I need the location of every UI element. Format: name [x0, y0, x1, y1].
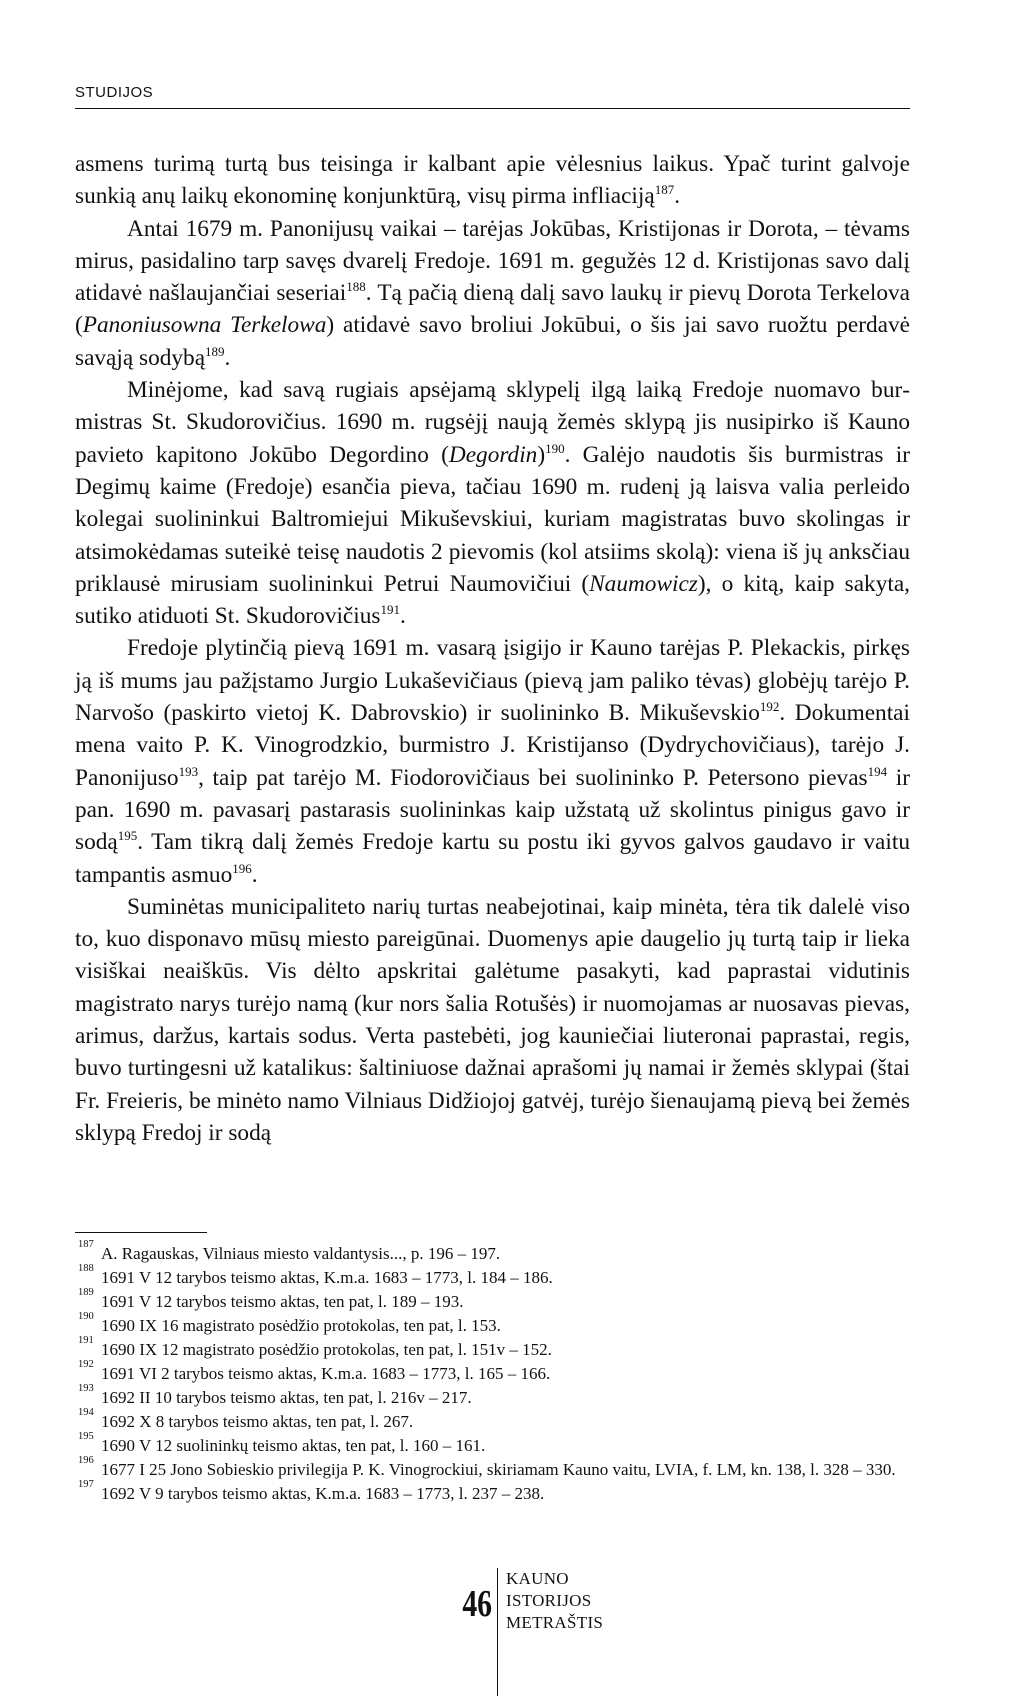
footnote-reference: 190 — [545, 440, 565, 456]
text-run: . Tam tikrą dalį žemės Fredoje kartu su postu iki gyvos galvos gaudavo ir vaitu tampantis asmuo — [75, 829, 910, 888]
page-number: 46 — [462, 1583, 492, 1625]
footnote — [78, 1431, 910, 1458]
running-head: STUDIJOS — [75, 84, 154, 101]
footnote-reference: 189 — [205, 343, 225, 359]
footnote-number: 193 — [78, 1383, 94, 1394]
footnote-reference: 187 — [654, 182, 675, 198]
footnote-reference: 192 — [759, 699, 780, 715]
footnotes — [78, 1239, 910, 1506]
footnote-text: 1691 VI 2 tarybos teismo aktas, K.m.a. 1683 – 1773, l. 165 – 166. — [101, 1364, 551, 1383]
italic-name: Naumowicz — [589, 570, 698, 597]
text-run: Suminėtas municipaliteto narių turtas neabejotinai, kaip minėta, tėra tik dalelė viso to, kuo disponavo mūsų miesto pareigūnai. Duomenys apie daugelio jų turtą taip ir lieka visiškai neaiškūs. Vis dėlto apskritai galėtume pasakyti, kad paprastai vidutinis magistrato narys turėjo namą (kur nors šalia Rotušės) ir nuomojamas ar nuosavas pievas, arimus, daržus, kartais sodus. Verta pastebėti, jog kauniečiai liuteronai paprastai, regis, buvo turtingesni už katalikus: šaltiniuose dažnai aprašomi jų namai ir žemės sklypai (štai Fr. Freieris, be minėto namo Vilniaus Didžiojoj gatvėj, turėjo šienaujamą pievą bei žemės sklypą Fredoj ir sodą — [75, 893, 910, 1146]
footnote-text: 1692 II 10 tarybos teismo aktas, ten pat, l. 216v – 217. — [101, 1388, 472, 1407]
footnote — [78, 1407, 910, 1434]
footnote-number: 188 — [78, 1263, 94, 1274]
footnote-reference: 196 — [232, 860, 252, 876]
text-run: . — [399, 603, 406, 630]
footnote — [78, 1287, 910, 1314]
footnote-number: 194 — [78, 1407, 94, 1418]
footnote-text: 1691 V 12 tarybos teismo aktas, K.m.a. 1683 – 1773, l. 184 – 186. — [101, 1268, 553, 1287]
text-run: ir pan. 1690 m. pavasarį pastarasis suolininkas kaip užstatą už skolintus pinigus gavo ir sodą — [75, 764, 910, 856]
paragraph-3 — [75, 374, 910, 632]
footnote-number: 190 — [78, 1311, 94, 1322]
journal-title-line: METRAŠTIS — [506, 1613, 604, 1632]
italic-name: Degordin — [448, 441, 538, 468]
footnote-number: 196 — [78, 1455, 94, 1466]
text-run: ) atidavė savo broliui Jokūbui, o šis jai savo ruožtu perdavė savąją sodybą — [75, 312, 910, 371]
footnote-reference: 188 — [346, 279, 366, 295]
text-run: . Dokumentai mena vaito P. K. Vinogrodzkio, burmistro J. Kristijanso (Dydrychovičiaus), tarėjo J. Panonijuso — [75, 700, 910, 791]
footnote-text: 1677 I 25 Jono Sobieskio privilegija P. K. Vinogrockiui, skiriamam Kauno vaitu, LVIA, f. LM, kn. 138, l. 328 – 330. — [101, 1460, 896, 1479]
text-run: ) — [537, 441, 546, 468]
paragraph-2 — [75, 213, 910, 374]
paragraph-1 — [75, 148, 910, 213]
footnote-number: 189 — [78, 1287, 94, 1298]
text-run: . — [251, 861, 258, 888]
footnote-reference: 195 — [117, 828, 138, 844]
footnote — [78, 1383, 910, 1410]
text-run: Minėjome, kad savą rugiais apsėjamą sklypelį ilgą laiką Fredoje nuomavo burmistras St. Skudorovičius. 1690 m. rugsėjį naują žemės sklypą jis nusipirko iš Kauno pavieto kapitono Jokūbo Degordino ( — [75, 377, 910, 468]
footnote-number: 197 — [78, 1479, 94, 1490]
footnote-text: 1690 IX 12 magistrato posėdžio protokolas, ten pat, l. 151v – 152. — [101, 1340, 552, 1359]
footnote — [78, 1455, 910, 1482]
paragraph-4 — [75, 632, 910, 890]
footnote — [78, 1335, 910, 1362]
footnote-number: 192 — [78, 1359, 94, 1370]
text-run: . Galėjo naudotis šis burmistras ir Degimų kaime (Fredoje) esančia pieva, tačiau 1690 m. rudenį ją laisva valia perleido kolegai suolininkui Baltromiejui Mikuševskiui, kuriam magistratas buvo skolingas ir atsimokėdamas suteikė teisę naudotis 2 pievomis (kol atsiims skolą): viena iš jų anksčiau priklausė mirusiam suolininkui Petrui Naumovičiui ( — [75, 441, 910, 597]
text-run: . Tą pačią dieną dalį savo laukų ir pievų Dorota Terkelova ( — [75, 280, 911, 339]
text-run: ), o kitą, kaip sakyta, sutiko atiduoti St. Skudorovičius — [75, 570, 910, 630]
footer-divider — [497, 1568, 498, 1696]
paragraph-5 — [75, 891, 910, 1149]
footnote — [78, 1311, 910, 1338]
italic-name: Panoniusowna Terkelowa — [82, 312, 327, 339]
footnote-text: 1692 X 8 tarybos teismo aktas, ten pat, l. 267. — [101, 1412, 414, 1431]
footnote-text: 1691 V 12 tarybos teismo aktas, ten pat, l. 189 – 193. — [101, 1292, 464, 1311]
footnote-number: 191 — [78, 1335, 94, 1346]
footnote — [78, 1239, 910, 1266]
footnote-reference: 194 — [867, 763, 888, 779]
footnote — [78, 1359, 910, 1386]
footnote-rule — [75, 1232, 207, 1233]
text-run: Fredoje plytinčią pievą 1691 m. vasarą įsigijo ir Kauno tarėjas P. Plekackis, pirkęs ją iš mums jau pažįstamo Jurgio Lukaševičiaus (pievą jam paliko tėvas) globėjų tarėjo P. Narvošo (paskirto vietoj K. Dabrovskio) ir suolininko B. Mikuševskio — [75, 635, 910, 727]
footnote-text: 1690 V 12 suolininkų teismo aktas, ten pat, l. 160 – 161. — [101, 1436, 486, 1455]
text-run: asmens turimą turtą bus teisinga ir kalbant apie vėlesnius laikus. Ypač turint galvoje sunkią anų laikų ekonominę konjunktūrą, visų pirma infliaciją — [75, 151, 910, 210]
body-text — [75, 148, 910, 1149]
footnote — [78, 1479, 910, 1506]
footnote-text: 1690 IX 16 magistrato posėdžio protokolas, ten pat, l. 153. — [101, 1316, 501, 1335]
journal-title — [506, 1568, 603, 1634]
footnote — [78, 1263, 910, 1290]
footnote-number: 187 — [78, 1239, 94, 1250]
journal-title-line: KAUNO — [506, 1569, 569, 1588]
footnote-reference: 193 — [178, 763, 199, 779]
text-run: , taip pat tarėjo M. Fiodorovičiaus bei suolininko P. Petersono pievas — [198, 764, 868, 791]
text-run: . — [674, 183, 681, 210]
journal-title-line: ISTORIJOS — [506, 1591, 592, 1610]
footnote-text: 1692 V 9 tarybos teismo aktas, K.m.a. 1683 – 1773, l. 237 – 238. — [101, 1484, 545, 1503]
footnote-number: 195 — [78, 1431, 94, 1442]
text-run: Antai 1679 m. Panonijusų vaikai – tarėjas Jokūbas, Kristijonas ir Dorota, – tėvams mirus, pasidalino tarp savęs dvarelį Fredoje. 1691 m. gegužės 12 d. Kristijonas savo dalį atidavė našlaujančiai seseriai — [75, 215, 910, 307]
footnote-text: A. Ragauskas, Vilniaus miesto valdantysis..., p. 196 – 197. — [101, 1244, 501, 1263]
footnote-reference: 191 — [380, 602, 400, 618]
text-run: . — [224, 344, 231, 371]
header-rule — [75, 108, 910, 109]
